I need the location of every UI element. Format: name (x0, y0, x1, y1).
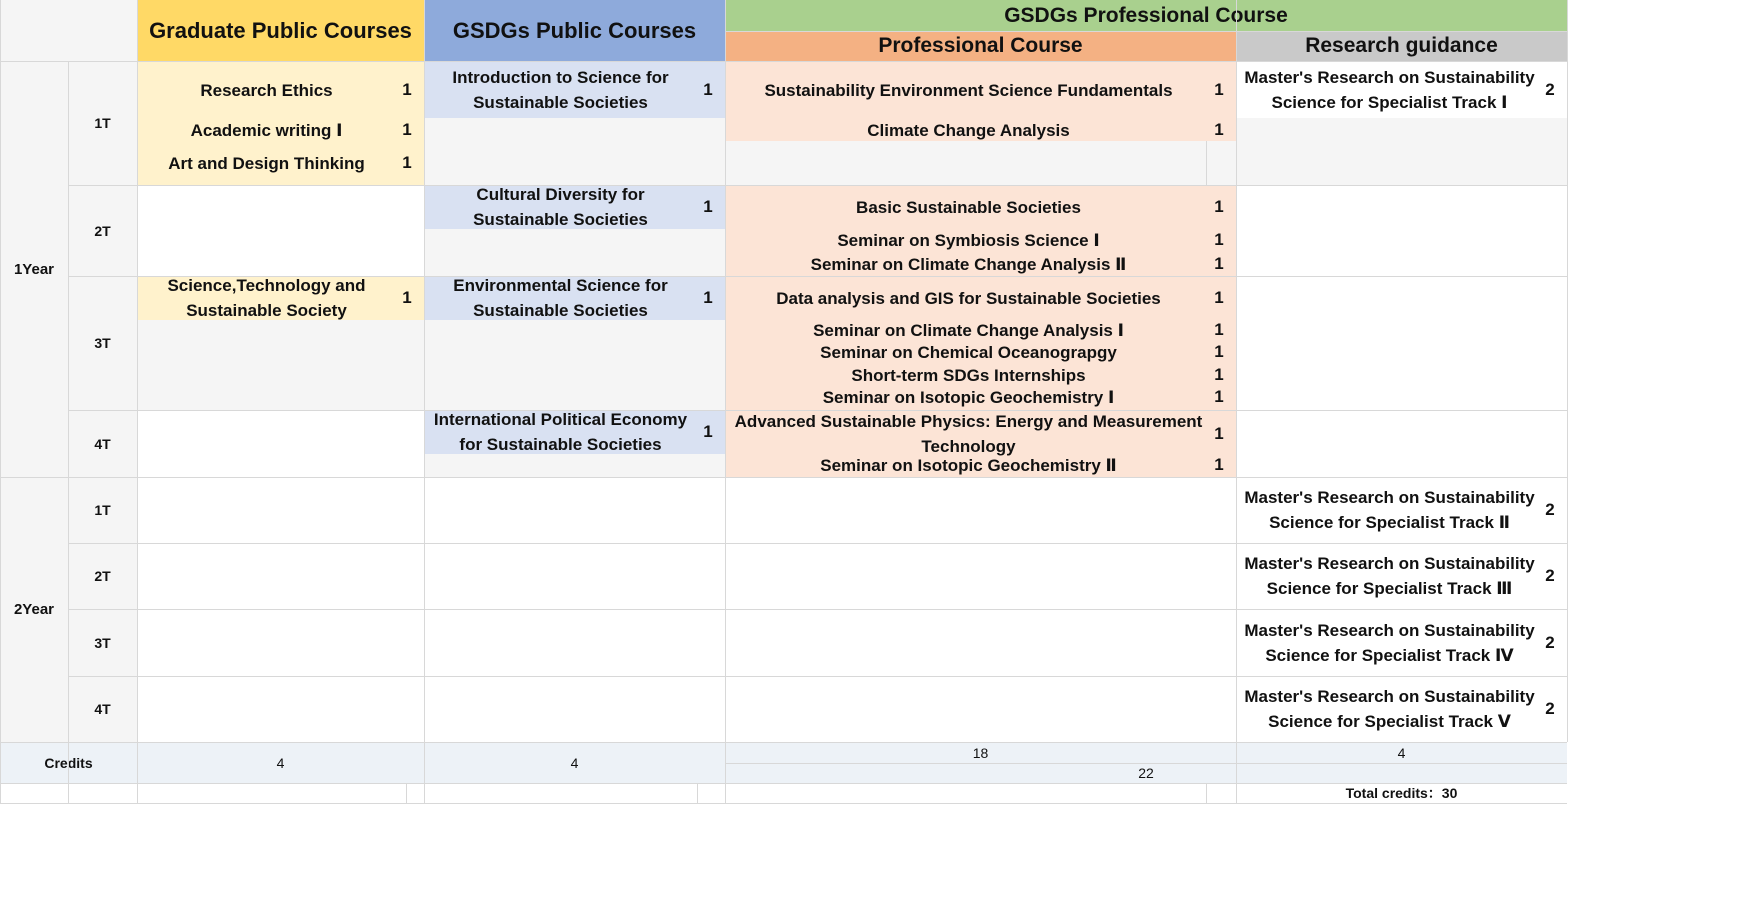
course-name: Environmental Science for Sustainable Societies (453, 276, 668, 320)
course-credit: 1 (402, 288, 412, 307)
column-divider (725, 742, 726, 803)
term-label: 1T (94, 115, 111, 131)
year-divider (0, 477, 1567, 478)
year-label: 2Year (13, 601, 55, 618)
course-name: Advanced Sustainable Physics: Energy and Measurement Technology (734, 412, 1203, 456)
course-credit: 1 (402, 80, 412, 99)
course-credit: 2 (1545, 500, 1555, 519)
course-credit: 1 (1214, 387, 1224, 406)
course-name: Master's Research on Sustainability Science for Specialist Track Ⅴ (1244, 687, 1535, 731)
term-label: 1T (94, 502, 111, 518)
course-credit: 1 (1214, 342, 1224, 361)
credits-bottom (0, 783, 1567, 784)
term-label: 4T (94, 435, 111, 452)
credits-mid (725, 763, 1567, 764)
course-credit: 1 (1214, 424, 1224, 443)
course-credit: 1 (1214, 320, 1224, 339)
course-credit: 1 (1214, 80, 1224, 99)
row-divider (68, 676, 1567, 677)
term-label: 4T (94, 701, 111, 717)
course-credit: 2 (1545, 79, 1555, 99)
course-credit: 1 (703, 422, 713, 441)
header-bottom (0, 61, 1567, 62)
course-name: Basic Sustainable Societies (856, 197, 1081, 217)
course-credit: 1 (703, 288, 713, 307)
term-label: 2T (94, 568, 111, 584)
course-name: Seminar on Chemical Oceanograpgy (820, 342, 1117, 362)
header-divider (725, 31, 1567, 32)
column-divider (1236, 742, 1237, 803)
course-name: Seminar on Climate Change Analysis Ⅱ (810, 254, 1127, 274)
table-bottom (0, 803, 1567, 804)
course-name: Seminar on Symbiosis Science Ⅰ (837, 230, 1100, 250)
year-label: 1Year (13, 260, 55, 278)
course-credit: 1 (1214, 120, 1224, 139)
professional-blank (725, 141, 1236, 185)
course-name: Master's Research on Sustainability Science for Specialist Track Ⅱ (1244, 488, 1535, 532)
course-credit: 1 (402, 120, 412, 139)
course-name: Sustainability Environment Science Fundamentals (764, 80, 1173, 100)
course-credit: 1 (1214, 288, 1224, 307)
research-guidance-header: Research guidance (1236, 31, 1567, 61)
row-divider (68, 609, 1567, 610)
row-divider (68, 543, 1567, 544)
graduate-public-header: Graduate Public Courses (137, 0, 424, 61)
row-divider (68, 410, 1567, 411)
course-name: Seminar on Climate Change Analysis Ⅰ (813, 320, 1124, 340)
course-credit: 1 (703, 79, 713, 99)
course-credit: 2 (1545, 699, 1555, 718)
column-divider (137, 742, 138, 803)
public-credits: 4 (570, 754, 579, 771)
course-credit: 1 (703, 197, 713, 216)
course-credit: 1 (1214, 230, 1224, 249)
column-divider (0, 0, 1, 803)
course-credit: 1 (1214, 254, 1224, 273)
course-name: Master's Research on Sustainability Science for Specialist Track Ⅰ (1244, 67, 1535, 112)
column-divider (406, 783, 407, 803)
course-name: Art and Design Thinking (168, 153, 365, 173)
research-blank (1236, 118, 1567, 185)
course-name: Introduction to Science for Sustainable Societies (452, 67, 669, 112)
term-label: 3T (94, 335, 111, 351)
column-divider (1206, 783, 1207, 803)
course-name: Short-term SDGs Internships (851, 365, 1086, 385)
column-divider (725, 0, 726, 742)
row-divider (68, 276, 1567, 277)
professional-total-credits: 22 (1138, 765, 1154, 781)
course-name: Data analysis and GIS for Sustainable Societies (776, 288, 1161, 308)
column-divider (137, 0, 138, 742)
course-name: Master's Research on Sustainability Science for Specialist Track Ⅳ (1244, 620, 1535, 665)
term-label: 2T (94, 222, 111, 239)
research-credits: 4 (1397, 744, 1406, 761)
course-name: Cultural Diversity for Sustainable Societies (473, 185, 648, 229)
course-name: Academic writing Ⅰ (190, 120, 343, 140)
term-label: 3T (94, 634, 111, 651)
corner-cell (0, 0, 137, 61)
professional-credits: 18 (972, 744, 989, 761)
graduate-credits: 4 (276, 754, 285, 771)
column-divider (68, 783, 69, 803)
course-name: Master's Research on Sustainability Science for Specialist Track Ⅲ (1244, 554, 1535, 598)
column-divider (1206, 141, 1207, 185)
column-divider (1236, 0, 1237, 742)
course-credit: 1 (1214, 197, 1224, 216)
professional-course-header: Professional Course (725, 31, 1236, 61)
gsdgs-professional-header: GSDGs Professional Course (725, 0, 1567, 31)
course-credit: 1 (1214, 365, 1224, 384)
credits-top (0, 742, 1567, 743)
course-credit: 2 (1545, 566, 1555, 585)
course-name: Science,Technology and Sustainable Society (167, 276, 366, 320)
gsdgs-public-header: GSDGs Public Courses (424, 0, 725, 61)
course-credit: 2 (1545, 632, 1555, 652)
course-name: Climate Change Analysis (867, 120, 1070, 140)
column-divider (1567, 0, 1568, 742)
total-credits: Total credits：30 (1345, 785, 1458, 801)
column-divider (424, 0, 425, 742)
course-name: Research Ethics (200, 80, 333, 100)
column-divider (424, 742, 425, 803)
course-credit: 1 (1214, 455, 1224, 474)
course-name: International Political Economy for Sustainable Societies (433, 410, 688, 454)
row-divider (68, 185, 1567, 186)
column-divider (68, 61, 69, 803)
credits-label: Credits (44, 754, 93, 771)
course-credit: 1 (402, 153, 412, 172)
course-name: Seminar on Isotopic Geochemistry Ⅱ (820, 455, 1117, 475)
course-name: Seminar on Isotopic Geochemistry Ⅰ (822, 387, 1115, 407)
column-divider (697, 783, 698, 803)
